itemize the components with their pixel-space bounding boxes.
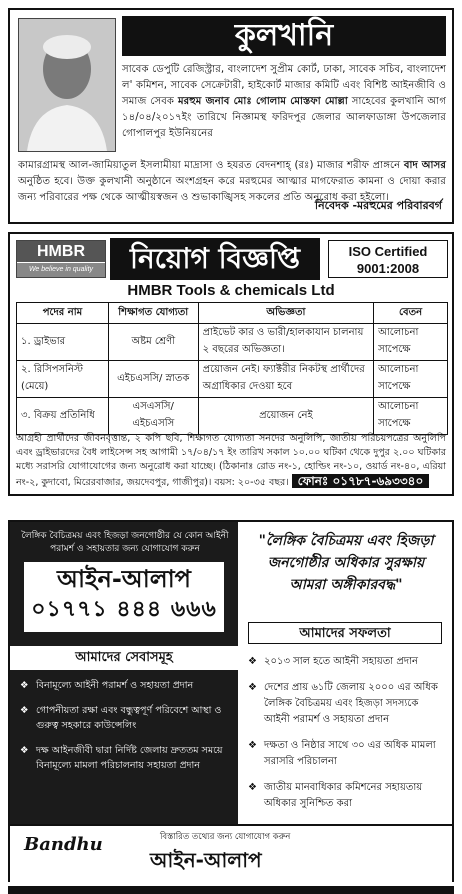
hmbr-logo: HMBR We believe in quality: [16, 240, 106, 278]
contact-phone: ফোনঃ ০১৭৮৭-৬৯৩৩৪০: [292, 474, 430, 488]
bullet-icon: ❖: [20, 745, 29, 756]
brand-name: আইন-আলাপ: [57, 565, 191, 593]
services-title: আমাদের সেবাসমূহ: [10, 646, 238, 670]
page-bottom-rule: [8, 886, 454, 894]
hotline-box: [24, 562, 224, 632]
bullet-icon: ❖: [248, 682, 257, 693]
list-item: ❖ বিনামূল্যে আইনী পরামর্শ ও সহায়তা প্রদান: [20, 680, 194, 691]
job-ad: [8, 232, 454, 496]
table-row: ২. রিসিপসনিস্ট (মেয়ে) এইচএসসি/ স্নাতক প্রয়োজন নেই। ফ্যাক্টরীর নিকটস্থ প্রার্থীদের অগ্রাধিকার দেওয়া হবে আলোচনা সাপেক্ষে: [17, 361, 448, 398]
col-header-experience: অভিজ্ঞতা: [198, 303, 373, 324]
bullet-icon: ❖: [20, 680, 29, 691]
col-header-education: শিক্ষাগত যোগ্যতা: [108, 303, 198, 324]
bandhu-logo: Bandhu: [24, 834, 103, 855]
list-item: ❖ দক্ষতা ও নিষ্ঠার সাথে ৩০ এর অধিক মামলা সরাসরি পরিচালনা: [248, 740, 436, 767]
application-notice: আগ্রহী প্রার্থীদের জীবনবৃত্তান্ত, ২ কপি ছবি, শিক্ষাগত যোগ্যতা সনদের অনুলিপি, জাতীয় পরিচয়পত্রের অনুলিপি এবং ড্রাইভারদের বৈধ লাইসেন্স সহ আগামী ১৭/০৪/১৭ ইং তারিখ সকাল ১০.০০ ঘটিকা থেকে দুপুর ২.০০ ঘটিকার মধ্যে সরাসরি যোগাযোগের জন্য অনুরোধ করা যাচ্ছে। (ঠিকানাঃ রোড নং-১, হোল্ডিং নং-১০, ওয়ার্ড নং-৪০, এরিয়া নং-২, কুদাবো, মিরেরবাজার, জয়দেবপুর, গাজীপুর)। বয়স: ২০-৩৫ বছর। ফোনঃ ০১৭৮৭-৬৯৩৩৪০: [16, 433, 446, 488]
col-header-post: পদের নাম: [17, 303, 109, 324]
list-item: ❖ দেশের প্রায় ৬১টি জেলায় ২০০০ এর অধিক লৈঙ্গিক বৈচিত্রময় এবং হিজড়া সদস্যকে আইনী পরামর্শ ও সহায়তা প্রদান: [248, 682, 438, 725]
iso-badge: ISO Certified 9001:2008: [328, 240, 448, 278]
company-name: HMBR Tools & chemicals Ltd: [127, 282, 335, 299]
success-title: আমাদের সফলতা: [248, 622, 442, 644]
bullet-icon: ❖: [248, 656, 257, 667]
table-row: ৩. বিক্রয় প্রতিনিধি এসএসসি/ এইচএসসি প্রয়োজন নেই আলোচনা সাপেক্ষে: [17, 398, 448, 435]
contact-footer: [10, 824, 452, 882]
footer-brand: আইন-আলাপ: [150, 848, 262, 872]
col-header-salary: বেতন: [374, 303, 448, 324]
job-ad-title: নিয়োগ বিজ্ঞপ্তি: [110, 238, 320, 280]
legal-aid-ad: [8, 520, 454, 882]
deceased-name: মরহুম জনাব মোঃ গোলাম মোস্তফা মোল্লা: [177, 96, 348, 107]
list-item: ❖ গোপনীয়তা রক্ষা এবং বন্ধুত্বপূর্ণ পরিবেশে আস্থা ও গুরুত্ব সহকারে কাউন্সেলিং: [20, 705, 222, 731]
legal-aid-intro: লৈঙ্গিক বৈচিত্রময় এবং হিজড়া জনগোষ্ঠীর যে কোন আইনী পরামর্শ ও সহায়তার জন্য যোগাযোগ করুন: [21, 531, 229, 554]
portrait-photo: [18, 18, 116, 152]
list-item: ❖ জাতীয় মানবাধিকার কমিশনের সহায়তায় অধিকার সুনিশ্চিত করা: [248, 782, 423, 809]
hotline-number: ০১৭৭১ ৪৪৪ ৬৬৬: [31, 597, 217, 622]
obituary-signature: নিবেদক -মরহুমের পরিবারবর্গ: [314, 199, 442, 212]
obituary-ad: [8, 8, 454, 224]
obituary-title: কুলখানি: [122, 16, 446, 56]
bullet-icon: ❖: [248, 740, 257, 751]
commitment-statement: "লৈঙ্গিক বৈচিত্রময় এবং হিজড়া জনগোষ্ঠীর অধিকার সুরক্ষায় আমরা অঙ্গীকারবদ্ধ": [258, 533, 434, 593]
obituary-body-bottom: কামারগ্রামস্থ আল-জামিয়াতুল ইসলামীয়া মাদ্রাসা ও হযরত বেদনশাহ্ (রঃ) মাজার শরীফ প্রাঙ্গনে বাদ আসর অনুষ্ঠিত হবে। উক্ত কুলখানী অনুষ্ঠানে অংশগ্রহন করে মরহুমের আত্মার মাগফেরাত কামনা ও দোয়া করার জন্য পরিবারের পক্ষ থেকে আত্মীয়স্বজন ও শুভাকাঙ্খিসহ সকলের প্রতি অনুরোধ করা হইলো।: [18, 160, 446, 203]
more-info-text: বিস্তারিত তথ্যের জন্য যোগাযোগ করুন: [160, 832, 291, 842]
table-row: ১. ড্রাইভার অষ্টম শ্রেণী প্রাইভেট কার ও ভারী/হালকাযান চালনায় ২ বছরের অভিজ্ঞতা। আলোচনা সাপেক্ষে: [17, 324, 448, 361]
list-item: ❖ ২০১৩ সাল হতে আইনী সহায়তা প্রদান: [248, 654, 446, 670]
bullet-icon: ❖: [248, 782, 257, 793]
bullet-icon: ❖: [20, 705, 29, 716]
obituary-body-top: সাবেক ডেপুটি রেজিস্ট্রার, বাংলাদেশ সুপ্রীম কোর্ট, ঢাকা, সাবেক সচিব, বাংলাদেশ ল' কমিশন, সাবেক সেক্রেটারী, হাইকোর্ট মাজার কমিটি এবং বিশিষ্ট আইনজীবি ও সমাজ সেবক মরহুম জনাব মোঃ গোলাম মোস্তফা মোল্লা সাহেবের কুলখানি আগ ১৪/০৪/২০১৭ইং তারিখে নিজ্ঞামস্থ ফরিদপুর জেলার আলফাডাঙ্গা উপজেলার গোপালপুর ইউনিয়নের: [122, 64, 446, 139]
success-list: [248, 654, 446, 822]
list-item: ❖ দক্ষ আইনজীবী দ্বারা নির্দিষ্ট জেলায় দ্রুততম সময়ে বিনামূল্যে মামলা পরিচালনায় সহায়তা প্রদান: [20, 745, 223, 771]
vacancy-table: [16, 302, 448, 435]
services-list: [20, 678, 228, 783]
